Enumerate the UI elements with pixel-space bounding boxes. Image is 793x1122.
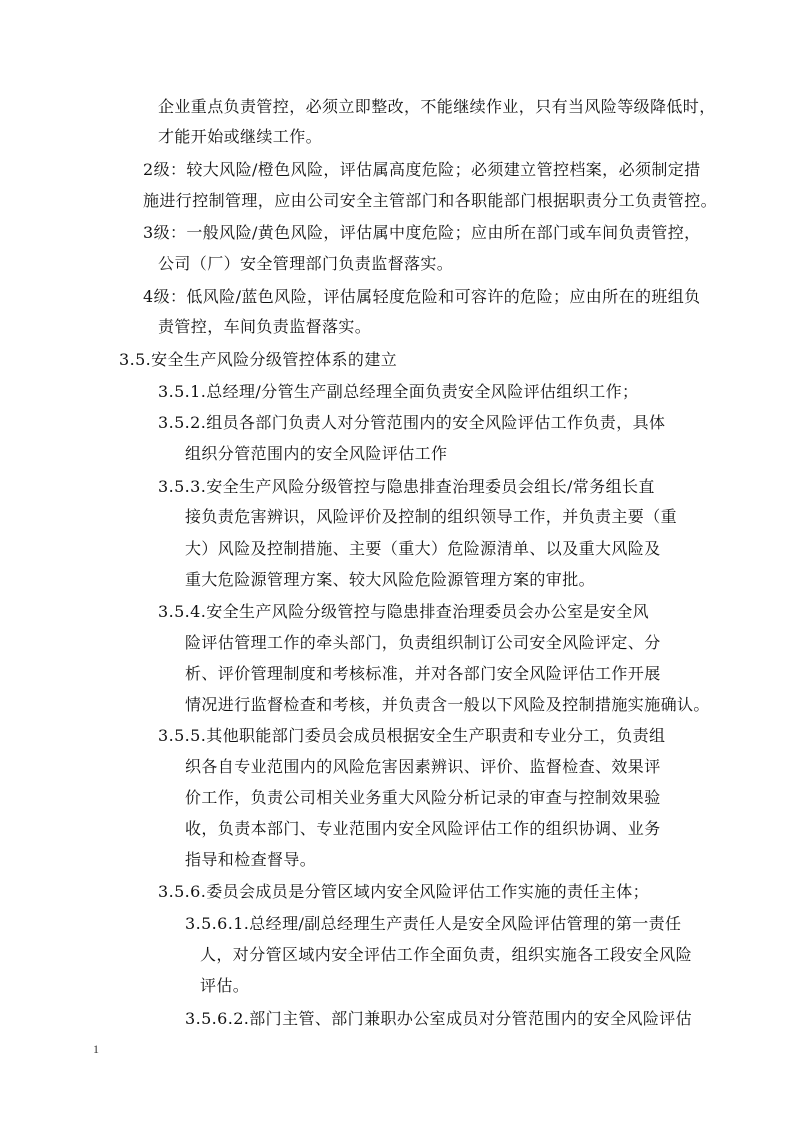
text-line: 4级：低风险/蓝色风险，评估属轻度危险和可容许的危险；应由所在的班组负 [143, 287, 701, 306]
text-line: 3.5.6.委员会成员是分管区域内安全风险评估工作实施的责任主体； [158, 882, 649, 901]
text-line: 析、评价管理制度和考核标准，并对各部门安全风险评估工作开展 [185, 664, 661, 683]
text-line: 3.5.6.2.部门主管、部门兼职办公室成员对分管范围内的安全风险评估 [185, 1009, 693, 1028]
text-line: 大）风险及控制措施、主要（重大）危险源清单、以及重大风险及 [185, 539, 661, 558]
text-line: 重大危险源管理方案、较大风险危险源管理方案的审批。 [185, 570, 596, 589]
text-line: 接负责危害辨识，风险评价及控制的组织领导工作，并负责主要（重 [185, 507, 678, 526]
text-line: 织各自专业范围内的风险危害因素辨识、评价、监督检查、效果评 [185, 757, 661, 776]
text-line: 3.5.1.总经理/分管生产副总经理全面负责安全风险评估组织工作； [158, 382, 639, 401]
text-line: 2级：较大风险/橙色风险，评估属高度危险；必须建立管控档案，必须制定措 [143, 160, 701, 179]
text-line: 3级：一般风险/黄色风险，评估属中度危险；应由所在部门或车间负责管控， [143, 223, 701, 242]
text-line: 3.5.5.其他职能部门委员会成员根据安全生产职责和专业分工，负责组 [158, 726, 666, 745]
text-line: 施进行控制管理，应由公司安全主管部门和各职能部门根据职责分工负责管控。 [143, 191, 718, 210]
text-line: 3.5.6.1.总经理/副总经理生产责任人是安全风险评估管理的第一责任 [185, 914, 682, 933]
text-line: 组织分管范围内的安全风险评估工作 [185, 444, 448, 463]
text-line: 才能开始或继续工作。 [158, 127, 323, 146]
text-line: 3.5.3.安全生产风险分级管控与隐患排查治理委员会组长/常务组长直 [158, 477, 655, 496]
text-line: 指导和检查督导。 [185, 850, 317, 869]
text-line: 公司（厂）安全管理部门负责监督落实。 [158, 254, 454, 273]
text-line: 价工作，负责公司相关业务重大风险分析记录的审查与控制效果验 [185, 788, 661, 807]
text-line: 评估。 [200, 976, 250, 995]
text-line: 责管控，车间负责监督落实。 [158, 317, 372, 336]
text-line: 险评估管理工作的牵头部门，负责组织制订公司安全风险评定、分 [185, 633, 661, 652]
page-number: 1 [93, 1042, 99, 1056]
text-line: 企业重点负责管控，必须立即整改，不能继续作业，只有当风险等级降低时， [158, 97, 716, 116]
text-line: 情况进行监督检查和考核，并负责含一般以下风险及控制措施实施确认。 [185, 695, 710, 714]
text-line: 3.5.4.安全生产风险分级管控与隐患排查治理委员会办公室是安全风 [158, 602, 649, 621]
text-line: 人，对分管区域内安全评估工作全面负责，组织实施各工段安全风险 [200, 945, 693, 964]
section-heading: 3.5.安全生产风险分级管控体系的建立 [119, 350, 398, 369]
text-line: 3.5.2.组员各部门负责人对分管范围内的安全风险评估工作负责，具体 [158, 413, 666, 432]
text-line: 收，负责本部门、专业范围内安全风险评估工作的组织协调、业务 [185, 819, 661, 838]
